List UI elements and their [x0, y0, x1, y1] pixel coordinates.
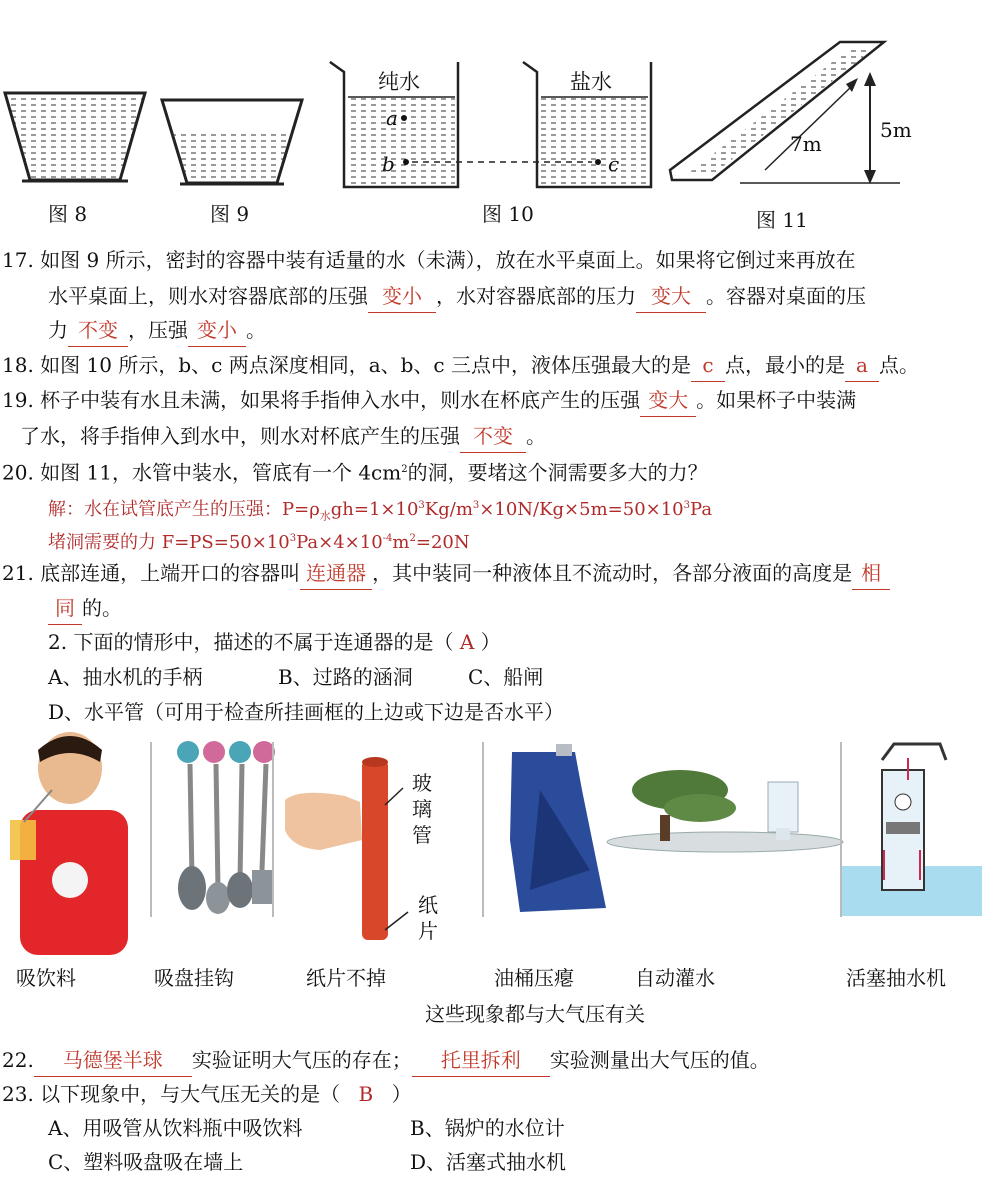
figure-9-caption: 图 9 [210, 202, 250, 226]
q19-text-d: 。 [526, 424, 546, 448]
q18-text-b: 点，最小的是 [724, 353, 845, 377]
q17-text-d: 力 [48, 318, 68, 342]
piston-pump-photo [842, 744, 982, 916]
oil-barrel-photo [510, 744, 606, 912]
q17-answer-table-pressure: 变小 [188, 314, 246, 347]
q20-sol-e: Pa [690, 499, 713, 520]
point-c-label: c [608, 152, 620, 176]
q20-sol-i: =20N [415, 532, 470, 553]
suction-hooks-photo [177, 741, 275, 914]
q21-line2 [48, 592, 122, 625]
q21-answer-same-b: 同 [48, 592, 82, 625]
q23-text-a: 23. 以下现象中，与大气压无关的是（ [2, 1082, 341, 1106]
caption-watering: 自动灌水 [635, 966, 715, 990]
q20-solution-1: 解：水在试管底产生的压强：$P=\rho_水gh=1\times 10^3Kg/m^3\times 10N/Kg\times 5m=50\times 10^3Pa$ [48, 499, 713, 523]
q18-text-a: 18. 如图 10 所示，b、c 两点深度相同，a、b、c 三点中，液体压强最大的是 [2, 353, 691, 377]
q19-line1 [2, 384, 856, 417]
pure-water-label: 纯水 [378, 70, 420, 94]
q21-option-a: A、抽水机的手柄 [48, 665, 203, 689]
q21-text-a: 21. 底部连通，上端开口的容器叫 [2, 561, 301, 585]
q17-line2 [48, 280, 866, 313]
q23-option-d: D、活塞式抽水机 [410, 1150, 567, 1174]
q21-sub-text: 2. 下面的情形中，描述的不属于连通器的是（ [48, 630, 454, 654]
q22-line [2, 1044, 770, 1077]
q23-option-a: A、用吸管从饮料瓶中吸饮料 [48, 1116, 303, 1140]
q18-text-c: 点。 [878, 353, 919, 377]
q17-answer-force: 变大 [636, 280, 706, 313]
q17-answer-table-force: 不变 [68, 314, 128, 347]
q22-text-c: 实验测量出大气压的值。 [549, 1048, 770, 1072]
boy-drinking-photo [10, 732, 128, 955]
caption-barrel: 油桶压瘪 [494, 966, 574, 990]
q17-text-e: ，压强 [128, 318, 188, 342]
q20-sol-c: Kg/m [424, 499, 473, 520]
paper-label: 纸 片 [418, 893, 438, 943]
glass-tube-label: 玻 璃 管 [412, 771, 432, 847]
q17-line1: 17. 如图 9 所示，密封的容器中装有适量的水（未满），放在水平桌面上。如果将它倒过来再放在 [2, 248, 856, 272]
q17-line3 [48, 314, 266, 347]
point-b-label: b [382, 152, 395, 176]
q17-answer-pressure: 变小 [368, 280, 436, 313]
q20-solution-2: 堵洞需要的力 $F=PS=50\times 10^3Pa\times 4\times 10^{-4}m^2=20N$ [48, 532, 470, 553]
q22-answer-2: 托里拆利 [412, 1044, 550, 1077]
caption-hooks: 吸盘挂钩 [154, 966, 234, 990]
q21-answer-connector: 连通器 [300, 557, 372, 590]
q20-sol-a: 解：水在试管底产生的压强：P=ρ [48, 499, 320, 520]
q21-option-d: D、水平管（可用于检查所挂画框的上边或下边是否水平） [48, 700, 565, 724]
q20-text-b: 的洞，要堵这个洞需要多大的力？ [407, 460, 708, 485]
q19-text-a: 19. 杯子中装有水且未满，如果将手指伸入水中，则水在杯底产生的压强 [2, 388, 641, 412]
q18-line [2, 349, 919, 382]
q19-line2 [20, 420, 546, 453]
q17-text-b: ，水对容器底部的压力 [436, 284, 636, 308]
figure-9-container [162, 100, 302, 184]
q22-text-a: 22. [2, 1048, 34, 1072]
glass-tube-photo [285, 757, 408, 940]
point-a-label: a [386, 106, 398, 130]
q20-text-a: 20. 如图 11，水管中装水，管底有一个 4cm [2, 460, 402, 485]
figures-diagram [0, 0, 990, 230]
q21-answer-same-a: 相 [852, 557, 890, 590]
caption-pump: 活塞抽水机 [846, 966, 946, 990]
q20-sol-b: gh=1×10 [330, 499, 419, 520]
q19-answer-1: 变大 [640, 384, 696, 417]
q21-option-b: B、过路的涵洞 [278, 665, 413, 689]
q21-option-c: C、船闸 [468, 665, 544, 689]
figure-8-caption: 图 8 [48, 202, 88, 226]
figure-11-pipe [670, 42, 900, 184]
bonsai-auto-watering-photo [607, 770, 843, 852]
q17-text-f: 。 [246, 318, 266, 342]
q21-sub-end: ） [480, 630, 501, 654]
q19-text-b: 。如果杯子中装满 [696, 388, 857, 412]
length-label: 7m [790, 132, 822, 156]
q20-sol-g: Pa×4×10 [296, 532, 383, 553]
q23-line [2, 1078, 412, 1110]
q23-option-c: C、塑料吸盘吸在墙上 [48, 1150, 244, 1174]
q20-line1: 20. 如图 11，水管中装水，管底有一个 $4cm^2$的洞，要堵这个洞需要多大的力？ [2, 460, 708, 485]
q18-answer-min: a [845, 349, 879, 382]
figure-8-container [5, 93, 145, 181]
q21-sub-question [48, 626, 501, 658]
q21-text-b: ，其中装同一种液体且不流动时，各部分液面的高度是 [372, 561, 853, 585]
q21-line1 [2, 557, 890, 590]
q19-answer-2: 不变 [460, 420, 526, 453]
salt-water-label: 盐水 [570, 70, 612, 94]
photo-strip [0, 730, 990, 960]
q22-text-b: 实验证明大气压的存在； [191, 1048, 412, 1072]
q22-answer-1: 马德堡半球 [34, 1044, 192, 1077]
figure-11-caption: 图 11 [756, 208, 808, 232]
caption-paper: 纸片不掉 [306, 966, 386, 990]
caption-drink: 吸饮料 [16, 966, 76, 990]
q21-sub-answer: A [459, 630, 475, 654]
photos-summary: 这些现象都与大气压有关 [425, 1002, 645, 1026]
q20-sol-d: ×10N/Kg×5m=50×10 [479, 499, 684, 520]
q18-answer-max: c [691, 349, 725, 382]
q17-text-a: 水平桌面上，则水对容器底部的压强 [48, 284, 368, 308]
q23-text-b: ） [391, 1082, 412, 1106]
q19-text-c: 了水，将手指伸入到水中，则水对杯底产生的压强 [20, 424, 460, 448]
q20-sol-h: m [392, 532, 410, 553]
q17-text-c: 。容器对桌面的压 [706, 284, 866, 308]
height-label: 5m [880, 118, 912, 142]
q21-text-c: 的。 [82, 596, 122, 620]
q20-sol-f: 堵洞需要的力 F=PS=50×10 [48, 532, 290, 553]
q23-answer: B [358, 1082, 374, 1106]
q23-option-b: B、锅炉的水位计 [410, 1116, 565, 1140]
figure-10-caption: 图 10 [482, 202, 534, 226]
